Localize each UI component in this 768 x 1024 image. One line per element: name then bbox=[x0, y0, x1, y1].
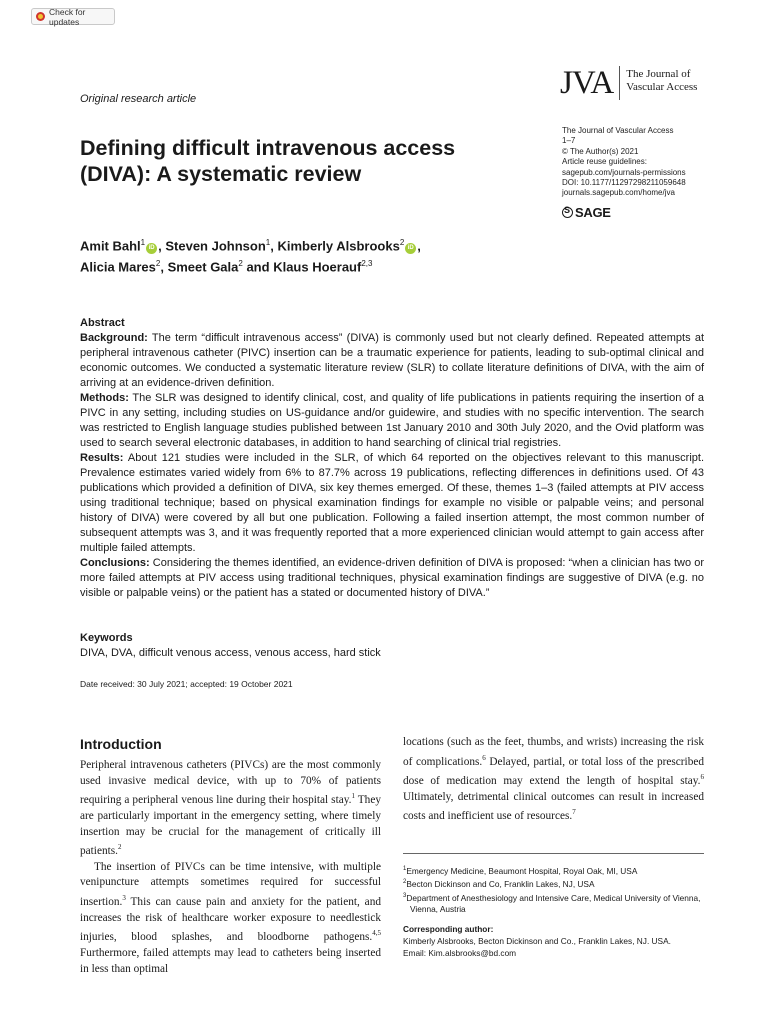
publisher-logo bbox=[562, 205, 611, 220]
dates-received-accepted: Date received: 30 July 2021; accepted: 19 October 2021 bbox=[80, 679, 293, 689]
author-separator: , bbox=[160, 259, 168, 275]
author-name[interactable]: Klaus Hoerauf bbox=[273, 259, 362, 275]
text-span: locations (such as the feet, thumbs, and wrists) increasing the risk of complications. bbox=[403, 736, 704, 768]
affiliation-item bbox=[403, 877, 704, 890]
journal-logo bbox=[560, 66, 697, 100]
intro-paragraph-2 bbox=[80, 860, 381, 977]
meta-journal: The Journal of Vascular Access bbox=[562, 126, 674, 135]
author-name[interactable]: Steven Johnson bbox=[165, 238, 266, 254]
orcid-icon[interactable]: iD bbox=[405, 243, 416, 254]
citation-ref[interactable]: 1 bbox=[351, 792, 355, 801]
title-line1: Defining difficult intravenous access bbox=[80, 136, 456, 160]
citation-ref[interactable]: 4,5 bbox=[372, 929, 381, 938]
results-heading: Results: bbox=[80, 452, 124, 464]
journal-name-line2: Vascular Access bbox=[626, 81, 698, 93]
meta-reuse: Article reuse guidelines: bbox=[562, 157, 647, 167]
affiliation-item bbox=[403, 891, 704, 916]
results-text: About 121 studies were included in the SLR, of which 64 reported on the objectives relevant to this manuscript. Prevalence estimates varied widely from 6% to 87.7% across 19 publications, reflecting differences in definitions used. Of 43 publications which provided a definition of DIVA, six key themes emerged. Of these, themes 1–3 (failed attempts at PIV access using traditional technique; based on physical examination findings for example no visible or palpable veins; and personal history of DIVA) were covered by all but one publication. Following a failed insertion attempt, the most common number of subsequent attempts was 3, and it was frequently reported that a more experienced clinician would attempt to gain access after multiple failed attempts. bbox=[80, 452, 705, 554]
author-name[interactable]: Alicia Mares bbox=[80, 259, 156, 275]
text-span: This can cause pain and anxiety for the patient, and increases the risk of healthcare worker exposure to needlestick injuries, blood splashes, and bloodborne pathogens. bbox=[80, 895, 381, 944]
citation-ref[interactable]: 2 bbox=[117, 843, 122, 852]
text-span: Furthermore, failed attempts may lead to catheters being inserted in less than optimal bbox=[80, 946, 381, 975]
author-and: and bbox=[242, 259, 274, 275]
journal-name bbox=[626, 66, 697, 94]
corresponding-author bbox=[403, 923, 704, 959]
author-separator: , bbox=[417, 238, 421, 254]
abstract-background bbox=[80, 331, 704, 391]
author-list bbox=[80, 234, 540, 277]
abstract-results bbox=[80, 451, 704, 556]
title-line2: (DIVA): A systematic review bbox=[80, 162, 362, 186]
abstract-heading: Abstract bbox=[80, 317, 125, 329]
author-affiliation: 1 bbox=[140, 238, 146, 247]
doi-link[interactable]: DOI: 10.1177/11297298211059648 bbox=[562, 178, 686, 188]
meta-pages: 1–7 bbox=[562, 136, 576, 146]
methods-heading: Methods: bbox=[80, 392, 129, 404]
orcid-icon[interactable]: iD bbox=[146, 243, 157, 254]
intro-paragraph-1 bbox=[80, 758, 381, 860]
check-for-updates-button[interactable] bbox=[31, 8, 115, 25]
author-affiliation: 2 bbox=[238, 259, 243, 269]
affiliations bbox=[403, 864, 704, 915]
text-span: They are particularly important in the emergency setting, where timely insertion may be crucial for the management of critically ill patients. bbox=[80, 794, 381, 858]
author-name[interactable]: Kimberly Alsbrooks bbox=[277, 238, 400, 254]
abstract-methods bbox=[80, 391, 704, 451]
meta-copyright: © The Author(s) 2021 bbox=[562, 146, 639, 156]
citation-ref[interactable]: 6 bbox=[482, 753, 486, 762]
citation-ref[interactable]: 7 bbox=[572, 808, 576, 817]
corresponding-address: Kimberly Alsbrooks, Becton Dickinson and Co., Franklin Lakes, NJ. USA. bbox=[403, 936, 671, 946]
author-affiliation: 2 bbox=[399, 238, 405, 247]
methods-text: The SLR was designed to identify clinical, cost, and quality of life publications in patients requiring the insertion of a PIVC in any setting, including studies on US-guidance and/or guidewire, and studies with no specific intervention. The search was restricted to English language studies published between 1st January 2010 and 30th July 2020, and the Ovid platform was used to search several electronic databases, in addition to hand searching of clinical trial registries. bbox=[80, 392, 704, 449]
sage-icon bbox=[562, 207, 573, 218]
journal-name-line1: The Journal of bbox=[626, 68, 691, 80]
publisher-name: SAGE bbox=[575, 205, 611, 220]
corresponding-email[interactable]: Email: Kim.alsbrooks@bd.com bbox=[403, 948, 517, 958]
journal-home-link[interactable]: journals.sagepub.com/home/jva bbox=[562, 188, 675, 198]
citation-ref[interactable]: 3 bbox=[122, 894, 126, 903]
corresponding-heading: Corresponding author: bbox=[403, 924, 494, 934]
footnote-divider bbox=[403, 853, 704, 854]
article-title bbox=[80, 135, 510, 187]
body-column-left bbox=[80, 758, 381, 977]
text-span: The insertion of PIVCs can be time intensive, with multiple venipuncture attempts sometimes required for successful insertion. bbox=[80, 860, 381, 908]
article-type: Original research article bbox=[80, 93, 197, 105]
journal-mark: JVA bbox=[560, 66, 620, 100]
affiliation-number: 2 bbox=[403, 879, 407, 886]
abstract bbox=[80, 316, 704, 601]
author-separator: , bbox=[270, 238, 278, 254]
affiliation-item bbox=[403, 864, 704, 877]
affiliation-text: Department of Anesthesiology and Intensive Care, Medical University of Vienna, Vienna, Austria bbox=[406, 892, 701, 914]
keywords-list: DIVA, DVA, difficult venous access, venous access, hard stick bbox=[80, 647, 381, 659]
body-column-right bbox=[403, 735, 704, 825]
author-name[interactable]: Smeet Gala bbox=[167, 259, 239, 275]
permissions-link[interactable]: sagepub.com/journals-permissions bbox=[562, 167, 686, 177]
text-span: Delayed, partial, or total loss of the prescribed dose of medication may extend the length of hospital stay. bbox=[403, 755, 705, 787]
abstract-conclusions bbox=[80, 556, 704, 601]
text-span: Ultimately, detrimental clinical outcomes can result in increased costs and inefficient use of resources. bbox=[403, 790, 704, 823]
introduction-heading: Introduction bbox=[80, 736, 162, 752]
author-affiliation: 2 bbox=[155, 259, 161, 269]
author-separator: , bbox=[158, 238, 166, 254]
text-span: Peripheral intravenous catheters (PIVCs) are the most commonly used invasive medical device, with up to 70% of patients requiring a peripheral venous line during their hospital stay. bbox=[80, 759, 381, 807]
article-metadata bbox=[562, 126, 686, 199]
affiliation-number: 1 bbox=[403, 866, 407, 872]
author-affiliation: 1 bbox=[265, 238, 271, 247]
background-text: The term “difficult intravenous access” (DIVA) is commonly used but not clearly defined. Repeated attempts at peripheral intravenous catheter (PIVC) insertion can be a traumatic experience for patients, leading to sub-optimal clinical and economic outcomes. We conducted a systematic literature review (SLR) to collate literature definitions of DIVA, with the aim of arriving at an evidence-driven definition. bbox=[80, 332, 705, 389]
affiliation-text: Emergency Medicine, Beaumont Hospital, Royal Oak, MI, USA bbox=[406, 865, 638, 876]
affiliation-text: Becton Dickinson and Co, Franklin Lakes, NJ, USA bbox=[406, 879, 595, 890]
affiliation-number: 3 bbox=[403, 892, 407, 899]
author-affiliation: 2,3 bbox=[361, 259, 373, 269]
conclusions-text: Considering the themes identified, an evidence-driven definition of DIVA is proposed: “when a clinician has two or more failed attempts at PIV access using traditional techniques, physical examination findings are suggestive of DIVA (e.g. no visible or palpable veins) or the patient has a stated or documented history of DIVA.” bbox=[80, 557, 704, 599]
background-heading: Background: bbox=[80, 332, 148, 344]
crossmark-icon bbox=[36, 12, 45, 21]
check-for-updates-label: Check for updates bbox=[49, 6, 86, 27]
citation-ref[interactable]: 6 bbox=[700, 773, 704, 782]
keywords-heading: Keywords bbox=[80, 632, 133, 644]
author-name[interactable]: Amit Bahl bbox=[80, 238, 141, 254]
conclusions-heading: Conclusions: bbox=[80, 557, 150, 569]
